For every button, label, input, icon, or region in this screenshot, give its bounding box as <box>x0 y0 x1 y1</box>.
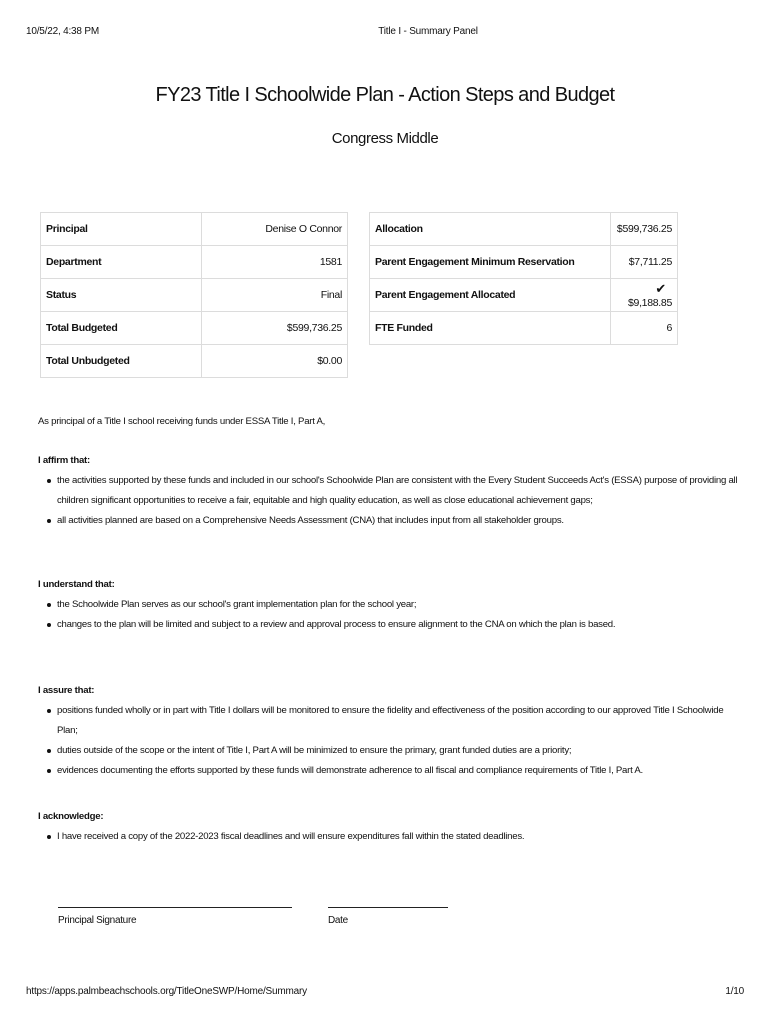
table-row <box>41 279 348 312</box>
school-name: Congress Middle <box>331 130 439 147</box>
list-item: positions funded wholly or in part with Title I dollars will be monitored to ensure the fidelity and effectiveness of the position according to our approved Title I Schoolwide Plan; <box>57 701 738 741</box>
intro-text: As principal of a Title I school receiving funds under ESSA Title I, Part A, <box>38 416 326 427</box>
affirm-list <box>38 471 738 531</box>
list-item: changes to the plan will be limited and subject to a review and approval process to ensure alignment to the CNA on which the plan is based. <box>57 615 738 635</box>
table-row <box>41 246 348 279</box>
table-row <box>370 246 678 279</box>
understand-section <box>38 575 738 635</box>
section-heading: I assure that: <box>38 685 95 696</box>
table-row <box>370 213 678 246</box>
section-heading: I affirm that: <box>38 455 90 466</box>
assure-section <box>38 681 738 781</box>
status-value: Final <box>202 279 348 312</box>
list-item: duties outside of the scope or the intent of Title I, Part A will be minimized to ensure the primary, grant funded duties are a priority; <box>57 741 738 761</box>
parent-engagement-allocated-label: Parent Engagement Allocated <box>370 279 611 312</box>
print-page-title: Title I - Summary Panel <box>378 26 478 37</box>
total-budgeted-value: $599,736.25 <box>202 312 348 345</box>
list-item: the Schoolwide Plan serves as our school's grant implementation plan for the school year; <box>57 595 738 615</box>
acknowledge-list <box>38 827 738 847</box>
check-icon: ✔ <box>655 281 666 296</box>
table-row <box>41 312 348 345</box>
department-value: 1581 <box>202 246 348 279</box>
affirm-section <box>38 451 738 531</box>
table-row <box>41 345 348 378</box>
page-title: FY23 Title I Schoolwide Plan - Action Steps and Budget <box>155 84 615 106</box>
print-url: https://apps.palmbeachschools.org/TitleOneSWP/Home/Summary <box>26 986 307 997</box>
principal-value: Denise O Connor <box>202 213 348 246</box>
allocation-value: $599,736.25 <box>611 213 678 246</box>
list-item: all activities planned are based on a Comprehensive Needs Assessment (CNA) that includes input from all stakeholder groups. <box>57 511 738 531</box>
understand-list <box>38 595 738 635</box>
parent-engagement-min-label: Parent Engagement Minimum Reservation <box>370 246 611 279</box>
table-row <box>370 312 678 345</box>
page-number: 1/10 <box>725 986 744 997</box>
parent-engagement-allocated-cell <box>611 279 678 312</box>
parent-engagement-allocated-value: $9,188.85 <box>627 297 672 309</box>
principal-label: Principal <box>41 213 202 246</box>
parent-engagement-min-value: $7,711.25 <box>611 246 678 279</box>
list-item: evidences documenting the efforts supported by these funds will demonstrate adherence to all fiscal and compliance requirements of Title I, Part A. <box>57 761 738 781</box>
status-label: Status <box>41 279 202 312</box>
department-label: Department <box>41 246 202 279</box>
acknowledge-section <box>38 807 738 847</box>
date-signature-line <box>328 907 448 908</box>
summary-table-left <box>40 212 348 378</box>
total-unbudgeted-value: $0.00 <box>202 345 348 378</box>
list-item: the activities supported by these funds and included in our school's Schoolwide Plan are consistent with the Every Student Succeeds Act's (ESSA) purpose of providing all children significant opportunities to receive a fair, equitable and high quality education, as well as close educational achievement gaps; <box>57 471 738 511</box>
principal-signature-label: Principal Signature <box>58 915 137 926</box>
print-datetime: 10/5/22, 4:38 PM <box>26 26 99 37</box>
fte-funded-label: FTE Funded <box>370 312 611 345</box>
principal-signature-line <box>58 907 292 908</box>
section-heading: I understand that: <box>38 579 115 590</box>
table-row <box>370 279 678 312</box>
section-heading: I acknowledge: <box>38 811 104 822</box>
allocation-label: Allocation <box>370 213 611 246</box>
fte-funded-value: 6 <box>611 312 678 345</box>
table-row <box>41 213 348 246</box>
summary-table-right <box>369 212 678 345</box>
list-item: I have received a copy of the 2022-2023 fiscal deadlines and will ensure expenditures fall within the stated deadlines. <box>57 827 738 847</box>
total-budgeted-label: Total Budgeted <box>41 312 202 345</box>
date-signature-label: Date <box>328 915 348 926</box>
total-unbudgeted-label: Total Unbudgeted <box>41 345 202 378</box>
assure-list <box>38 701 738 781</box>
